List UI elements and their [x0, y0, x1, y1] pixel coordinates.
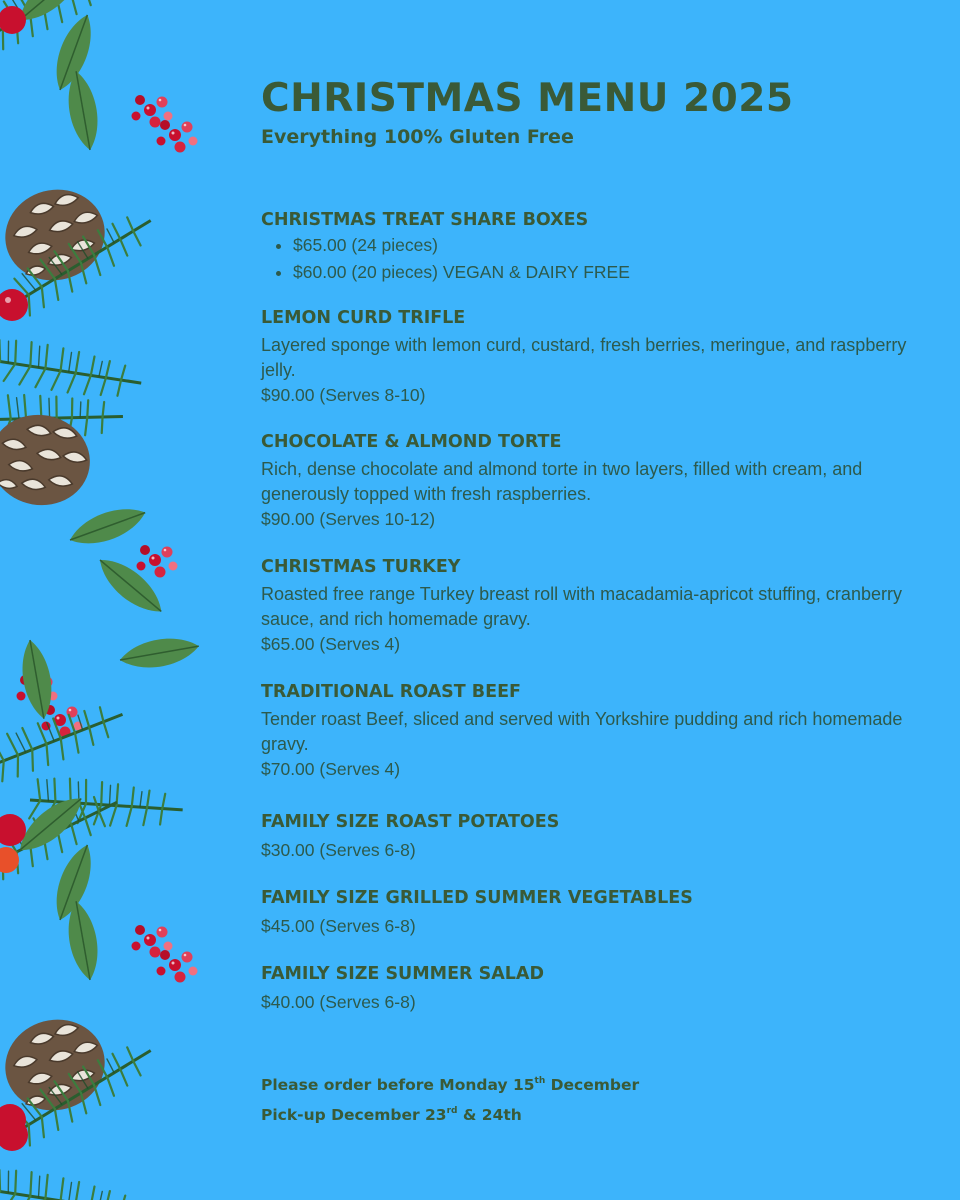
- menu-item-title: CHRISTMAS TURKEY: [261, 557, 461, 577]
- foliage-border-illustration: [0, 0, 215, 1200]
- menu-title: CHRISTMAS MENU 2025: [261, 76, 794, 121]
- menu-item-price: $40.00 (Serves 6-8): [261, 992, 416, 1012]
- menu-item-title: LEMON CURD TRIFLE: [261, 308, 466, 328]
- menu-content: [261, 76, 921, 1124]
- menu-item-price: $65.00 (Serves 4): [261, 634, 401, 654]
- menu-item-price: $90.00 (Serves 8-10): [261, 385, 426, 405]
- menu-item-title: FAMILY SIZE ROAST POTATOES: [261, 812, 560, 832]
- share-boxes-options: [261, 232, 921, 286]
- pickup-dates-text: Pick-up December 23: [261, 1106, 447, 1124]
- menu-item-chocolate-torte: [261, 430, 921, 531]
- menu-item-summer-salad: [261, 962, 921, 1014]
- menu-item-title: FAMILY SIZE SUMMER SALAD: [261, 964, 544, 984]
- menu-item-price: $30.00 (Serves 6-8): [261, 840, 416, 860]
- menu-item-lemon-trifle: [261, 306, 921, 407]
- menu-item-price: $45.00 (Serves 6-8): [261, 916, 416, 936]
- menu-item-title: FAMILY SIZE GRILLED SUMMER VEGETABLES: [261, 888, 693, 908]
- share-boxes-title: CHRISTMAS TREAT SHARE BOXES: [261, 210, 589, 230]
- pickup-dates-suffix: rd: [446, 1106, 458, 1116]
- menu-item-roast-potatoes: [261, 810, 921, 862]
- menu-item-price: $70.00 (Serves 4): [261, 759, 401, 779]
- menu-item-description: Tender roast Beef, sliced and served with Yorkshire pudding and rich homemade gravy.: [261, 709, 903, 754]
- menu-item-turkey: [261, 555, 921, 656]
- menu-item-roast-beef: [261, 680, 921, 781]
- menu-item-description: Rich, dense chocolate and almond torte in two layers, filled with cream, and generously topped with fresh raspberries.: [261, 459, 863, 504]
- pickup-dates-end: & 24th: [457, 1106, 522, 1124]
- order-deadline-suffix: th: [534, 1076, 546, 1086]
- menu-item-description: Roasted free range Turkey breast roll with macadamia-apricot stuffing, cranberry sauce, and rich homemade gravy.: [261, 584, 902, 629]
- menu-item-grilled-vegetables: [261, 886, 921, 938]
- pickup-dates: [261, 1098, 639, 1128]
- menu-item-title: TRADITIONAL ROAST BEEF: [261, 682, 522, 702]
- menu-item-description: Layered sponge with lemon curd, custard, fresh berries, meringue, and raspberry jelly.: [261, 335, 907, 380]
- foliage-border: [0, 0, 215, 1200]
- share-boxes-section: [261, 208, 921, 286]
- order-info: [261, 1068, 639, 1128]
- share-box-option: • $65.00 (24 pieces): [293, 232, 921, 259]
- order-deadline-text: Please order before Monday 15: [261, 1076, 535, 1094]
- share-box-option: • $60.00 (20 pieces) VEGAN & DAIRY FREE: [293, 259, 921, 286]
- menu-item-title: CHOCOLATE & ALMOND TORTE: [261, 432, 562, 452]
- menu-subtitle: Everything 100% Gluten Free: [261, 126, 574, 148]
- menu-item-price: $90.00 (Serves 10-12): [261, 509, 436, 529]
- order-deadline: [261, 1068, 639, 1098]
- order-deadline-month: December: [545, 1076, 640, 1094]
